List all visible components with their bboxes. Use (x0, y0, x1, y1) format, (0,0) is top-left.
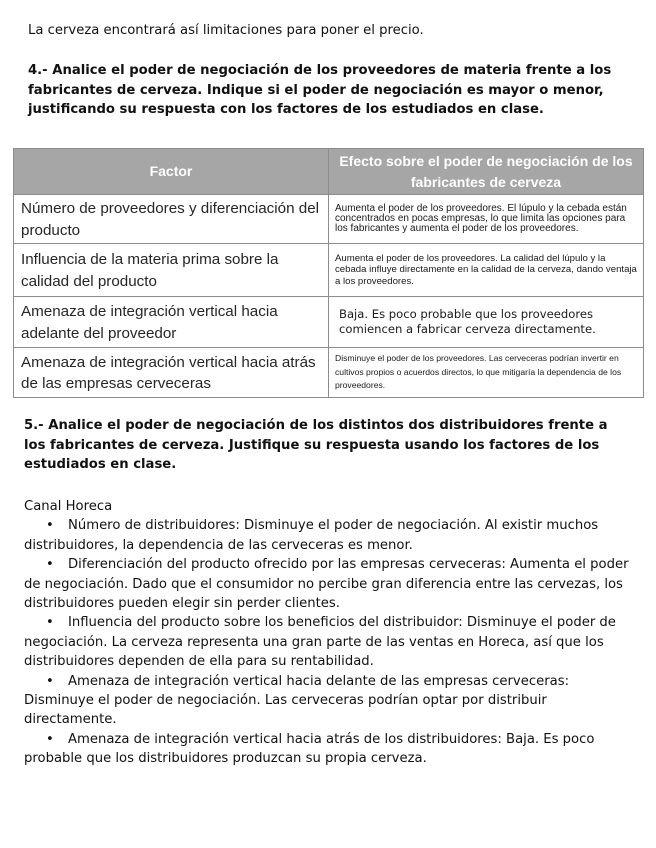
table-row (14, 348, 644, 398)
bullet-icon: • (46, 731, 54, 747)
effect-cell: Baja. Es poco probable que los proveedores comiencen a fabricar cerveza directamente. (329, 297, 644, 348)
bullet-icon: • (46, 557, 54, 573)
list-item-text: Influencia del producto sobre los beneficios del distribuidor: Disminuye el poder de negociación. La cerveza representa una gran parte de las ventas en Horeca, así que los distribuidores dependen de ella para su rentabilidad. (24, 615, 616, 670)
bullet-icon: • (46, 518, 54, 534)
question-5-heading: 5.- Analice el poder de negociación de los distintos dos distribuidores frente a los fabricantes de cerveza. Justifique su respuesta usando los factores de los estudiados en clase. (24, 418, 608, 472)
effect-cell: Aumenta el poder de los proveedores. El lúpulo y la cebada están concentrados en pocas empresas, lo que limita las opciones para los fabricantes y aumenta el poder de los proveedores. (329, 195, 644, 244)
effect-cell: Aumenta el poder de los proveedores. La calidad del lúpulo y la cebada influye directamente en la calidad de la cerveza, dando ventaja a los proveedores. (329, 244, 644, 297)
list-item (24, 516, 634, 555)
supplier-factors-table (13, 148, 644, 398)
question-4-heading: 4.- Analice el poder de negociación de los proveedores de materia frente a los fabricantes de cerveza. Indique si el poder de negociación es mayor o menor, justificando su respuesta con los factores de los estudiados en clase. (28, 63, 612, 117)
factor-cell: Amenaza de integración vertical hacia adelante del proveedor (14, 297, 329, 348)
list-item (24, 730, 634, 769)
list-item-text: Número de distribuidores: Disminuye el poder de negociación. Al existir muchos distribuidores, la dependencia de las cerveceras es menor. (24, 518, 599, 553)
table-row (14, 244, 644, 297)
bullet-icon: • (46, 615, 54, 631)
list-item-text: Diferenciación del producto ofrecido por las empresas cerveceras: Aumenta el poder de negociación. Dado que el consumidor no percibe gran diferencia entre las cervezas, los distribuidores pueden elegir sin perder clientes. (24, 557, 629, 612)
factor-cell: Amenaza de integración vertical hacia atrás de las empresas cerveceras (14, 348, 329, 398)
list-item (24, 555, 634, 613)
list-item (24, 613, 634, 671)
channel-bullet-list (24, 516, 634, 768)
factor-cell: Influencia de la materia prima sobre la calidad del producto (14, 244, 329, 297)
list-item-text: Amenaza de integración vertical hacia atrás de los distribuidores: Baja. Es poco probable que los distribuidores produzcan su propia cerveza. (24, 731, 595, 767)
header-factor: Factor (14, 149, 329, 195)
list-item (24, 672, 634, 730)
table-row (14, 195, 644, 244)
channel-section (24, 497, 634, 769)
bullet-icon: • (46, 673, 54, 689)
factor-cell: Número de proveedores y diferenciación del producto (14, 195, 329, 244)
table-row (14, 297, 644, 348)
header-effect: Efecto sobre el poder de negociación de los fabricantes de cerveza (329, 149, 644, 195)
channel-title: Canal Horeca (24, 499, 113, 514)
table-header-row (14, 149, 644, 195)
effect-cell: Disminuye el poder de los proveedores. Las cerveceras podrían invertir en cultivos propios o acuerdos directos, lo que mitigaría la dependencia de los proveedores. (329, 348, 644, 398)
list-item-text: Amenaza de integración vertical hacia delante de las empresas cerveceras: Disminuye el poder de negociación. Las cerveceras podrían optar por distribuir directamente. (24, 673, 570, 728)
intro-text: La cerveza encontrará así limitaciones para poner el precio. (28, 23, 424, 38)
